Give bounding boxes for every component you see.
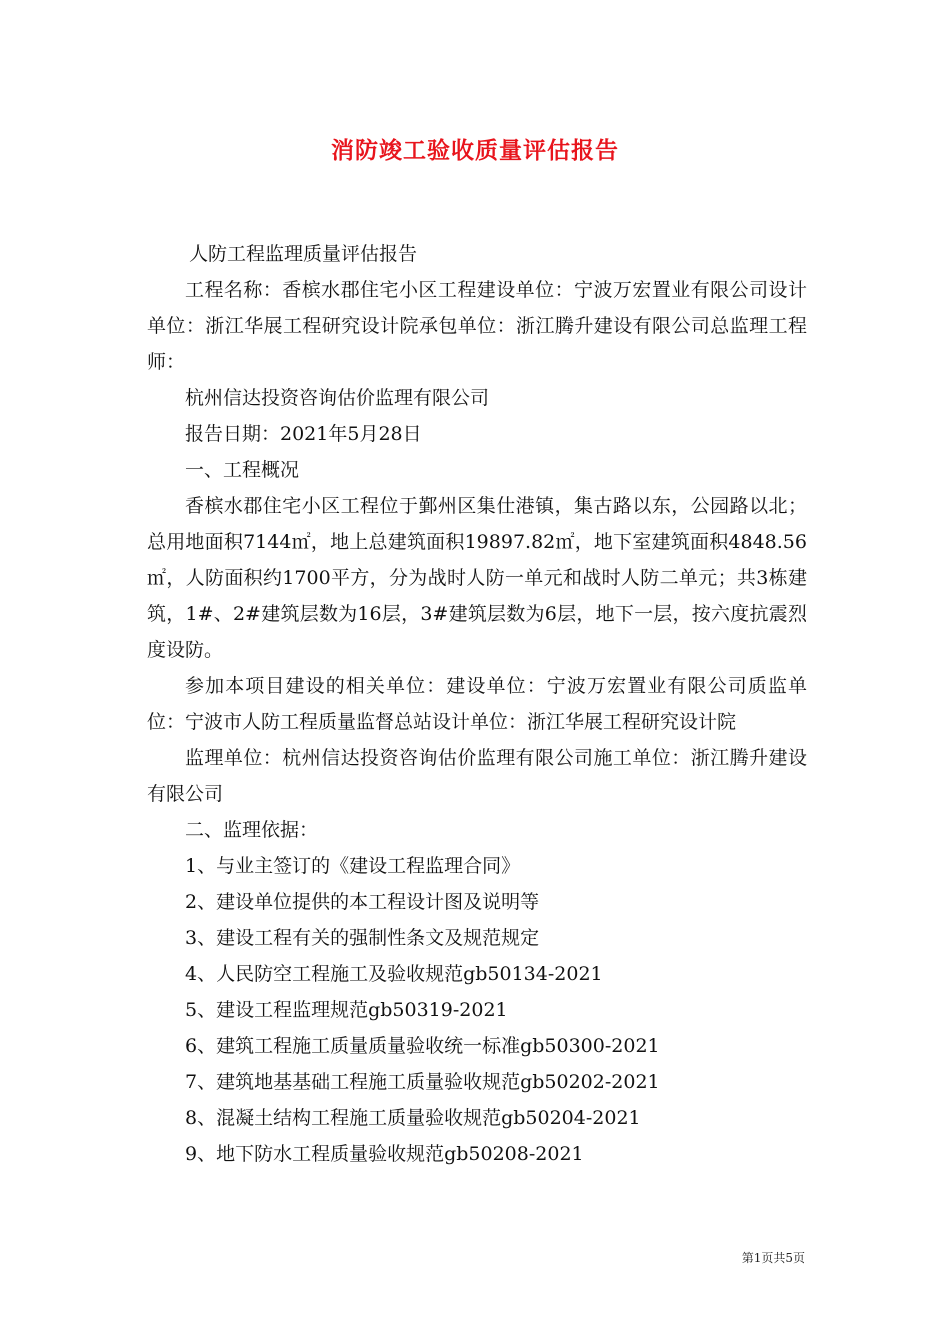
related-units-paragraph: 参加本项目建设的相关单位：建设单位：宁波万宏置业有限公司质监单位：宁波市人防工程质量监督总站设计单位：浙江华展工程研究设计院: [147, 675, 807, 733]
overview-paragraph: 香槟水郡住宅小区工程位于鄞州区集仕港镇，集古路以东，公园路以北；总用地面积7144㎡，地上总建筑面积19897.82㎡，地下室建筑面积4848.56㎡，人防面积约1700平方，分为战时人防一单元和战时人防二单元；共3栋建筑，1#、2#建筑层数为16层，3#建筑层数为6层，地下一层，按六度抗震烈度设防。: [147, 495, 807, 661]
basis-list-item: 7、建筑地基基础工程施工质量验收规范gb50202-2021: [185, 1071, 660, 1093]
basis-list-item: 1、与业主签订的《建设工程监理合同》: [185, 855, 521, 877]
page-number-footer: 第1页共5页: [741, 1251, 805, 1265]
supervision-company: 杭州信达投资咨询估价监理有限公司: [185, 387, 490, 409]
document-body: [147, 236, 807, 1172]
project-info-paragraph: 工程名称：香槟水郡住宅小区工程建设单位：宁波万宏置业有限公司设计单位：浙江华展工程研究设计院承包单位：浙江腾升建设有限公司总监理工程师：: [147, 279, 807, 373]
document-title: 消防竣工验收质量评估报告: [331, 137, 619, 164]
section-heading-overview: 一、工程概况: [185, 459, 300, 481]
section-heading-basis: 二、监理依据：: [185, 819, 319, 841]
basis-list-item: 6、建筑工程施工质量质量验收统一标准gb50300-2021: [185, 1035, 660, 1057]
report-date: 报告日期：2021年5月28日: [185, 423, 422, 445]
supervision-units-paragraph: 监理单位：杭州信达投资咨询估价监理有限公司施工单位：浙江腾升建设有限公司: [147, 747, 807, 805]
basis-list-item: 8、混凝土结构工程施工质量验收规范gb50204-2021: [185, 1107, 641, 1129]
basis-list-item: 9、地下防水工程质量验收规范gb50208-2021: [185, 1143, 584, 1165]
basis-list-item: 3、建设工程有关的强制性条文及规范规定: [185, 927, 540, 949]
basis-list-item: 4、人民防空工程施工及验收规范gb50134-2021: [185, 963, 603, 985]
basis-list-item: 2、建设单位提供的本工程设计图及说明等: [185, 891, 540, 913]
report-subtitle: 人防工程监理质量评估报告: [189, 243, 418, 265]
basis-list-item: 5、建设工程监理规范gb50319-2021: [185, 999, 508, 1021]
